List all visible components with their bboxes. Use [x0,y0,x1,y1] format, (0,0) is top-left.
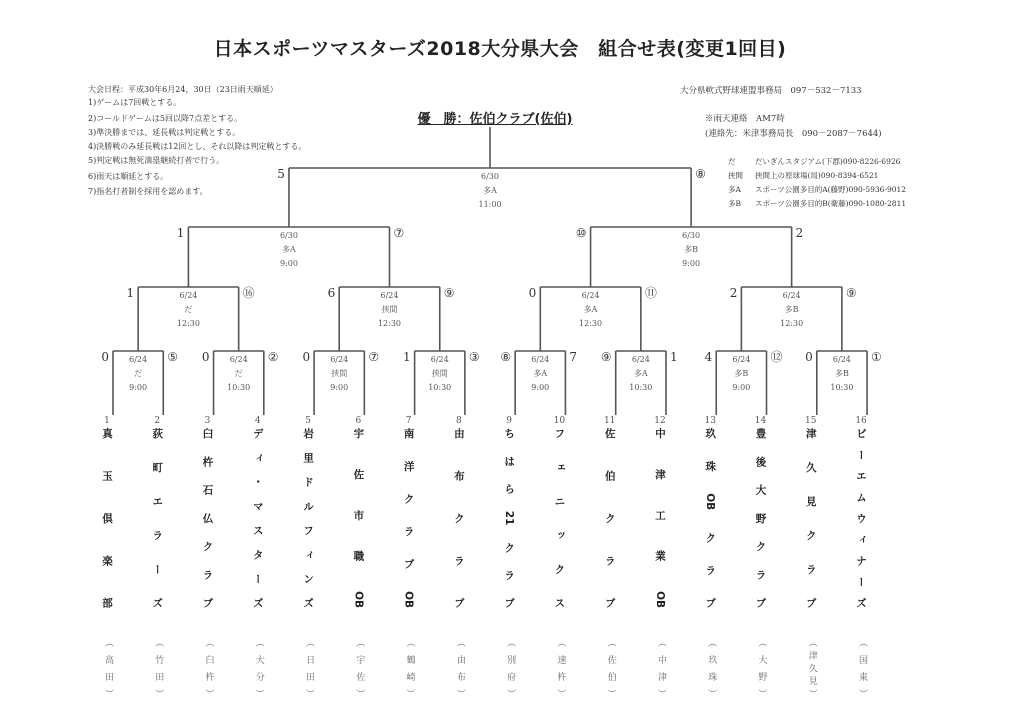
match-venue: 挟間 [331,369,348,378]
score-left: 6 [327,286,336,300]
score-left: 0 [201,350,210,364]
score-right: ⑧ [695,167,706,181]
contact-person: (連絡先：米津事務局長 090－2087－7644) [705,129,882,139]
match-venue: だ [184,305,193,314]
match-time: 9:00 [531,383,550,392]
match-venue: 多B [734,369,749,378]
score-right: ⑨ [443,286,455,300]
match-date: 6/24 [229,355,248,364]
rule-item: 6)雨天は順延とする。 [88,172,169,181]
match-venue: 多A [633,369,648,378]
score-left: 0 [302,350,311,364]
match-time: 12:30 [377,319,402,328]
rule-item: 3)準決勝までは、延長戦は判定戦とする。 [88,128,241,137]
match-time: 9:00 [330,383,349,392]
rain-notice: ※雨天連絡 AM7時 [705,114,785,124]
match-date: 6/24 [732,355,751,364]
rule-schedule: 大会日程：平成30年6月24，30日（23日雨天順延） [88,85,278,94]
team-city: （津久見） [806,638,817,698]
score-right: ⑦ [393,226,405,240]
team-name: 宇佐市職ОB [352,428,365,608]
score-right: ⑨ [845,286,857,300]
match-venue: 多A [583,305,598,314]
match-date: 6/24 [581,291,600,300]
venue-abbr: 挟間 [728,171,743,180]
team-city: （佐伯） [605,638,616,698]
match-time: 12:30 [780,319,804,328]
team-city: （由布） [454,638,465,698]
match-venue: 多A [533,369,548,378]
match-date: 6/30 [279,231,298,240]
team-name: 豊後大野クラブ [754,428,767,608]
match-time: 9:00 [682,259,701,268]
match-date: 6/30 [481,172,500,181]
team-city: （竹田） [153,638,164,698]
score-left: 1 [402,350,411,364]
match-venue: 挟間 [381,305,398,314]
rule-item: 4)決勝戦のみ延長戦は12回とし、それ以降は判定戦とする。 [88,142,307,151]
team-name: 津久見クラブ [804,428,817,608]
team-number: 14 [754,416,767,426]
venue-abbr: 多B [728,199,742,208]
team-name: 荻町エラーズ [151,428,164,608]
venue-desc: だいぎんスタジアム(下郡)090-8226-6926 [755,157,901,166]
match-date: 6/24 [631,355,650,364]
match-time: 10:30 [227,383,251,392]
score-left: 0 [805,350,813,364]
team-name: 真玉倶楽部 [101,428,113,608]
team-name: 玖珠ОBクラブ [704,428,717,608]
office-contact: 大分県軟式野球連盟事務局 097－532－7133 [680,86,862,96]
rule-item: 2)コールドゲームは5回以降7点差とする。 [88,114,243,123]
score-left: ⑨ [600,350,612,364]
team-city: （鶴崎） [404,638,415,698]
match-venue: 多B [684,245,699,254]
team-number: 7 [405,416,412,426]
team-name: 臼杵石仏クラブ [201,428,214,608]
match-time: 12:30 [579,319,603,328]
match-date: 6/24 [832,355,851,364]
score-right: ⑤ [167,350,179,364]
team-name: 由布クラブ [452,428,465,608]
team-name: 岩里ドルフィンズ [302,428,315,608]
team-city: （宇佐） [354,638,365,698]
score-right: 7 [569,350,578,364]
venue-desc: 挟間上の原球場(局)090-8394-6521 [755,171,879,180]
score-left: 0 [528,286,537,300]
score-left: 1 [126,286,135,300]
team-number: 11 [603,416,616,426]
match-venue: だ [234,369,243,378]
score-right: 2 [795,226,804,240]
rule-item: 1)ゲームは7回戦とする。 [88,98,182,107]
score-left: ⑧ [500,350,512,364]
page-title: 日本スポーツマスターズ2018大分県大会 組合せ表(変更1回目) [213,38,787,60]
team-number: 3 [204,416,211,426]
team-number: 9 [506,416,513,426]
match-time: 12:30 [176,319,200,328]
venue-desc: スポーツ公園多目的A(藤野)090-5936-9012 [755,185,907,194]
match-venue: 挟間 [431,369,448,378]
match-time: 10:30 [428,383,452,392]
score-right: ⑫ [770,350,783,364]
team-name: 佐伯クラブ [603,428,616,608]
match-date: 6/30 [682,231,701,240]
score-right: ⑦ [368,350,380,364]
score-right: ⑪ [644,286,657,300]
score-left: 4 [704,350,713,364]
score-right: ⑯ [242,286,255,300]
match-venue: だ [134,369,143,378]
team-name: 南洋クラブОB [402,428,415,608]
team-number: 5 [305,416,311,426]
match-venue: 多A [483,186,497,195]
match-time: 11:00 [478,200,502,209]
score-left: 1 [176,226,185,240]
score-left: 2 [729,286,738,300]
match-venue: 多B [834,369,849,378]
team-city: （大分） [253,638,264,698]
team-name: 中津工業ОB [653,428,666,608]
team-number: 15 [805,416,817,426]
rule-item: 7)指名打者制を採用を認めます。 [88,187,208,196]
match-time: 10:30 [629,383,653,392]
venue-abbr: だ [728,157,736,166]
team-name: フェニックス [553,428,566,608]
team-city: （国東） [857,638,868,698]
team-number: 8 [456,416,462,426]
match-venue: 多B [784,305,799,314]
score-right: 1 [669,350,678,364]
match-time: 9:00 [129,383,148,392]
score-right: ② [267,350,279,364]
team-city: （大野） [756,638,767,698]
match-time: 9:00 [279,259,298,268]
venue-abbr: 多A [728,185,741,194]
rule-item: 5)判定戦は無死満塁継続打者で行う。 [88,156,225,165]
team-name: ビーエムウィナーズ [855,428,868,608]
match-time: 9:00 [732,383,751,392]
match-date: 6/24 [782,291,801,300]
match-venue: 多A [282,245,296,254]
team-number: 2 [154,416,161,426]
match-date: 6/24 [380,291,399,300]
team-number: 16 [855,416,867,426]
team-name: ちはら21クラブ [503,428,516,608]
team-number: 4 [254,416,261,426]
team-number: 6 [355,416,362,426]
team-number: 13 [704,416,716,426]
match-date: 6/24 [330,355,349,364]
match-time: 10:30 [830,383,854,392]
team-city: （高田） [103,638,113,698]
team-city: （日田） [304,638,315,698]
team-city: （速杵） [555,638,566,698]
match-date: 6/24 [129,355,148,364]
team-number: 10 [553,416,566,426]
champion-label: 優 勝：佐伯クラブ(佐伯) [417,112,573,127]
match-date: 6/24 [179,291,198,300]
score-right: ③ [468,350,480,364]
team-city: （別府） [505,638,516,698]
team-city: （中津） [655,638,666,698]
team-name: ディ・マスターズ [251,428,264,608]
team-number: 12 [654,416,666,426]
score-left: 0 [101,350,109,364]
team-number: 1 [104,416,110,426]
score-left: 5 [277,167,285,181]
match-date: 6/24 [531,355,550,364]
venue-desc: スポーツ公園多目的B(衛藤)090-1080-2811 [755,199,907,208]
score-right: ① [871,350,882,364]
team-city: （臼杵） [203,638,214,698]
match-date: 6/24 [430,355,449,364]
score-left: ⑩ [575,226,587,240]
team-city: （玖珠） [706,638,717,698]
